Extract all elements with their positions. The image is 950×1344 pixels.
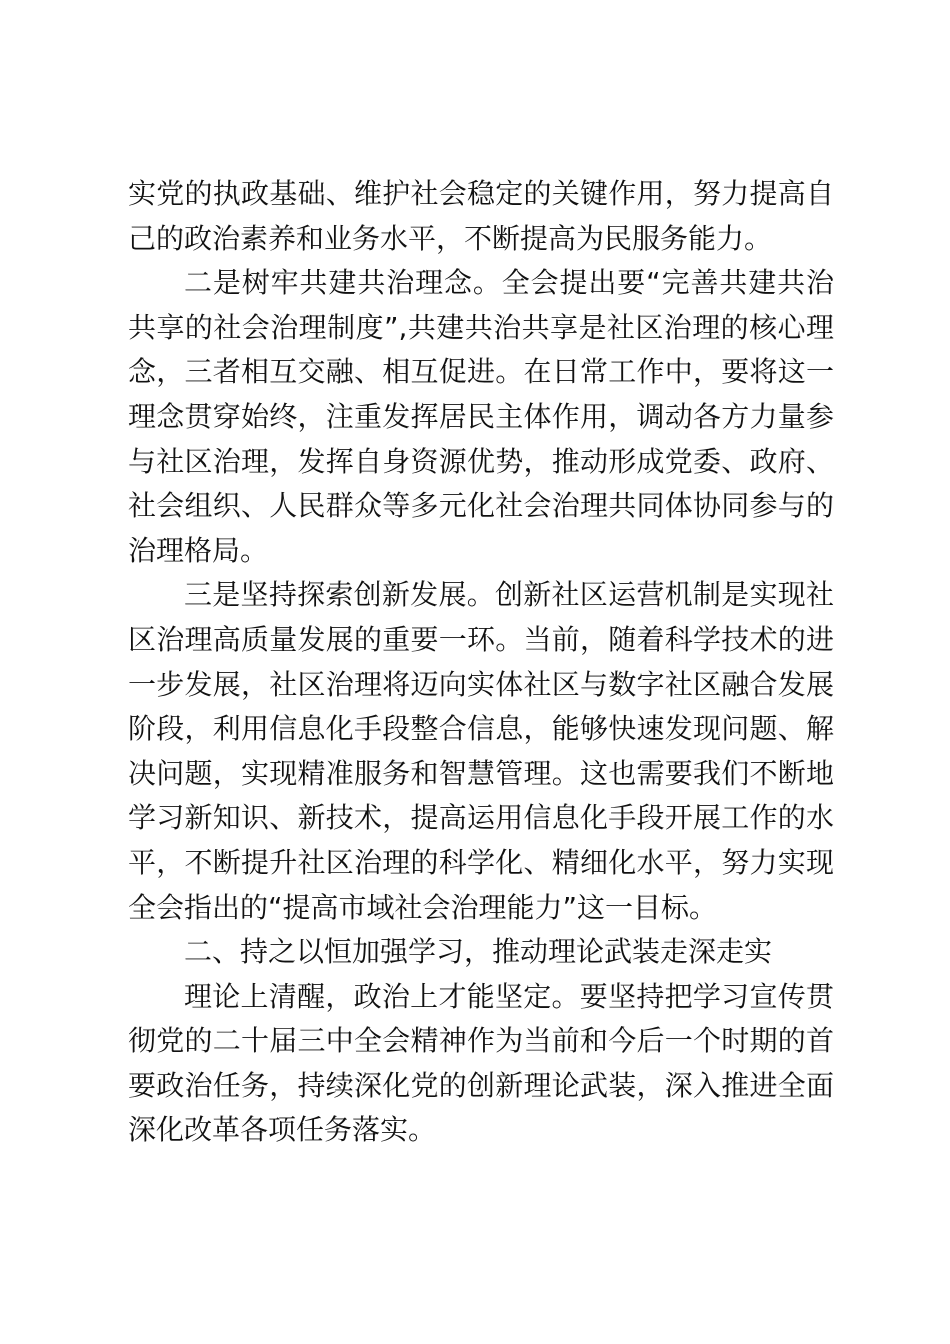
paragraph-point-two: 二是树牢共建共治理念。全会提出要“完善共建共治共享的社会治理制度”,共建共治共享是社区治理的核心理念，三者相互交融、相互促进。在日常工作中，要将这一理念贯穿始终，注重发挥居民主体作用，调动各方力量参与社区治理，发挥自身资源优势，推动形成党委、政府、社会组织、人民群众等多元化社会治理共同体协同参与的治理格局。 bbox=[128, 266, 834, 567]
document-body bbox=[128, 172, 834, 1153]
paragraph-theory-study: 理论上清醒，政治上才能坚定。要坚持把学习宣传贯彻党的二十届三中全会精神作为当前和今后一个时期的首要政治任务，持续深化党的创新理论武装，深入推进全面深化改革各项任务落实。 bbox=[128, 979, 834, 1147]
paragraph-continued: 实党的执政基础、维护社会稳定的关键作用，努力提高自己的政治素养和业务水平，不断提高为民服务能力。 bbox=[128, 177, 834, 255]
section-heading-two: 二、持之以恒加强学习，推动理论武装走深走实 bbox=[184, 935, 773, 969]
paragraph-point-three: 三是坚持探索创新发展。创新社区运营机制是实现社区治理高质量发展的重要一环。当前，随着科学技术的进一步发展，社区治理将迈向实体社区与数字社区融合发展阶段，利用信息化手段整合信息，能够快速发现问题、解决问题，实现精准服务和智慧管理。这也需要我们不断地学习新知识、新技术，提高运用信息化手段开展工作的水平，不断提升社区治理的科学化、精细化水平，努力实现全会指出的“提高市域社会治理能力”这一目标。 bbox=[128, 578, 834, 924]
